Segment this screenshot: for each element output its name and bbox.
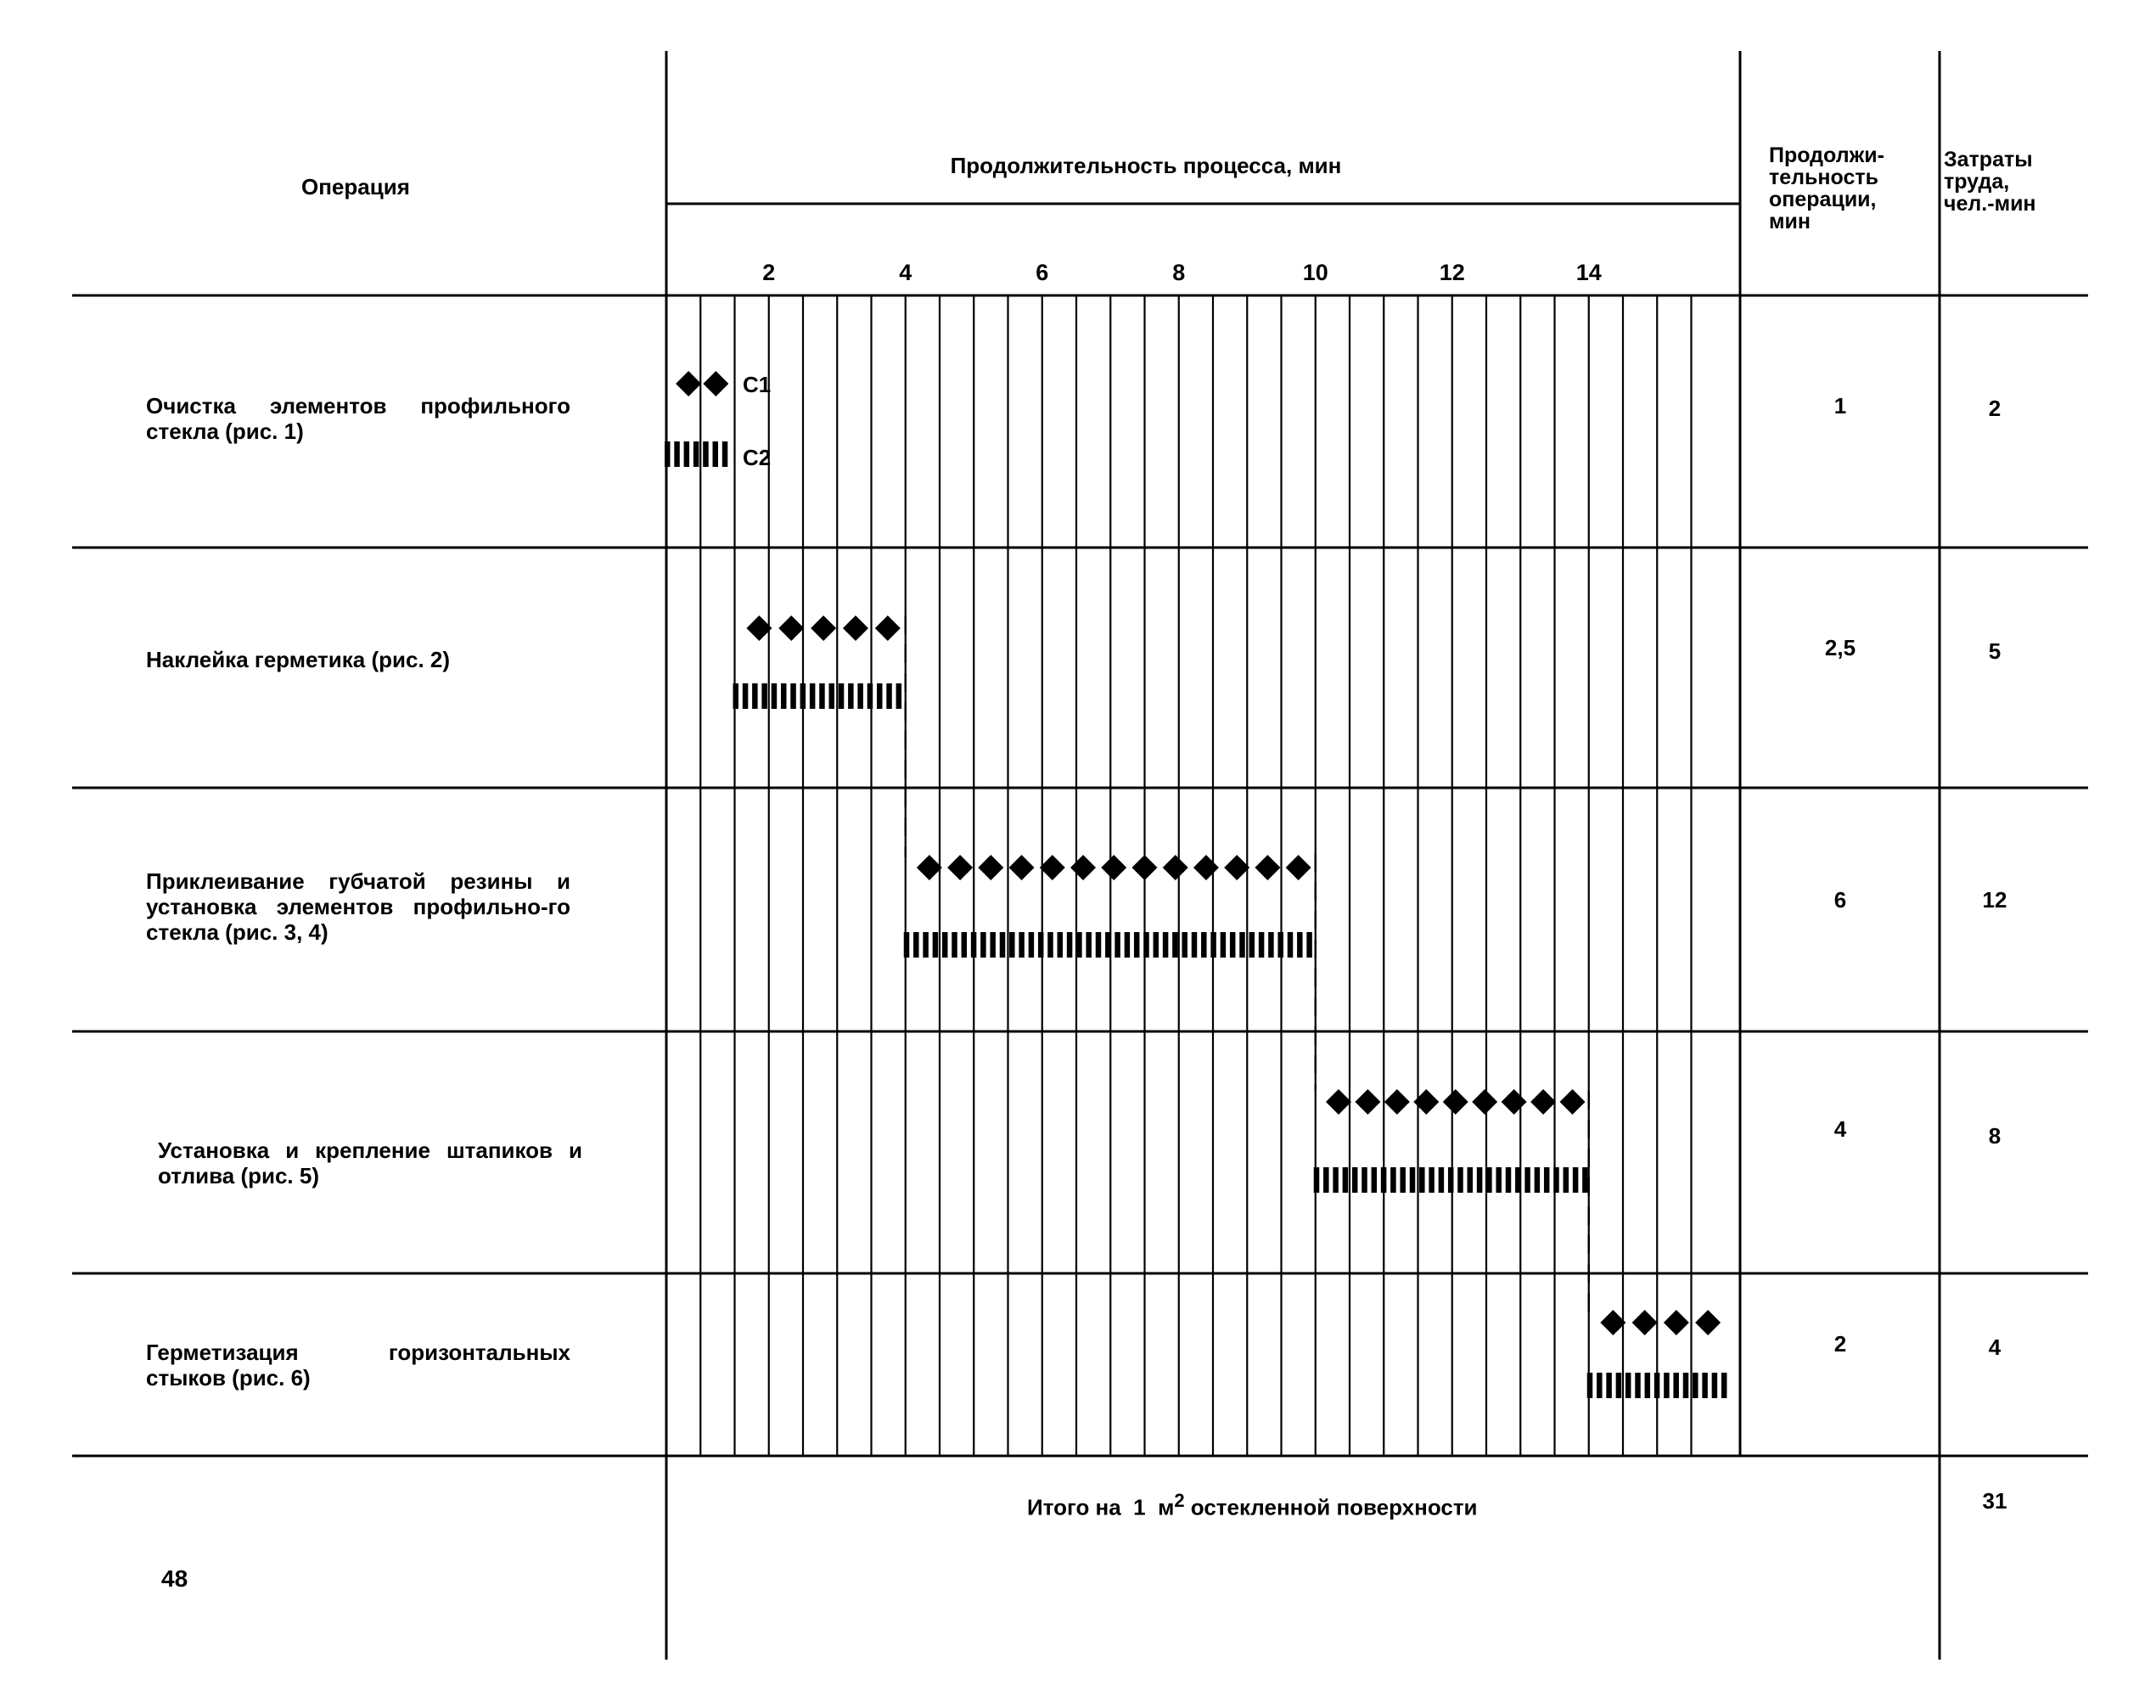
worker2-marker	[1721, 1373, 1727, 1398]
tick-label: 14	[1575, 260, 1602, 285]
worker2-marker	[848, 683, 854, 709]
worker2-marker	[1125, 932, 1131, 958]
header-labor: Затраты труда, чел.-мин	[1944, 148, 2036, 216]
worker1-marker	[1009, 855, 1035, 880]
worker2-marker	[1597, 1373, 1603, 1398]
worker2-marker	[867, 683, 873, 709]
worker2-marker	[1664, 1373, 1670, 1398]
worker1-marker	[1131, 855, 1157, 880]
labor-5: 4	[1988, 1334, 2002, 1360]
worker2-marker	[1221, 932, 1227, 958]
worker1-marker	[811, 615, 836, 641]
worker2-marker	[1210, 932, 1216, 958]
worker2-marker	[1182, 932, 1187, 958]
worker1-marker	[843, 615, 868, 641]
worker2-marker	[829, 683, 835, 709]
worker2-marker	[1524, 1167, 1530, 1193]
worker1-marker	[1286, 855, 1311, 880]
worker2-marker	[1506, 1167, 1512, 1193]
worker2-marker	[1029, 932, 1035, 958]
worker1-marker	[1472, 1089, 1497, 1115]
worker2-marker	[810, 683, 816, 709]
worker2-marker	[1535, 1167, 1541, 1193]
worker2-marker	[1038, 932, 1044, 958]
total-value: 31	[1982, 1488, 2007, 1514]
worker2-marker	[1105, 932, 1111, 958]
worker1-marker	[947, 855, 973, 880]
tick-label: 6	[1036, 260, 1049, 285]
duration-3: 6	[1833, 887, 1847, 913]
worker2-marker	[1683, 1373, 1689, 1398]
worker2-marker	[1343, 1167, 1349, 1193]
worker2-marker	[1439, 1167, 1445, 1193]
worker2-marker	[1553, 1167, 1559, 1193]
worker2-marker	[1163, 932, 1169, 958]
total-label	[1027, 1488, 1621, 1520]
worker2-marker	[1410, 1167, 1416, 1193]
worker2-marker	[1515, 1167, 1521, 1193]
worker2-marker	[1587, 1373, 1593, 1398]
worker2-marker	[1564, 1167, 1569, 1193]
worker2-marker	[1400, 1167, 1406, 1193]
labor-1: 2	[1988, 396, 2002, 421]
worker2-marker	[1381, 1167, 1387, 1193]
worker2-marker	[1143, 932, 1149, 958]
worker1-marker	[1326, 1089, 1351, 1115]
worker2-marker	[703, 441, 709, 467]
worker1-marker	[1070, 855, 1096, 880]
labor-2: 5	[1988, 638, 2002, 664]
worker1-marker	[1695, 1310, 1721, 1335]
labor-3: 12	[1982, 887, 2007, 913]
worker2-marker	[722, 441, 728, 467]
operation-3: Приклеивание губчатой резины и установка элементов профильно-го стекла (рис. 3, 4)	[146, 868, 570, 945]
worker2-marker	[971, 932, 977, 958]
worker2-marker	[800, 683, 806, 709]
worker2-marker	[1134, 932, 1140, 958]
worker2-marker	[1249, 932, 1255, 958]
worker2-marker	[1000, 932, 1006, 958]
worker1-marker	[1530, 1089, 1556, 1115]
worker2-marker	[1419, 1167, 1425, 1193]
worker2-marker	[1477, 1167, 1483, 1193]
worker2-marker	[896, 683, 902, 709]
worker2-marker	[913, 932, 919, 958]
worker2-marker	[1047, 932, 1053, 958]
worker2-marker	[952, 932, 957, 958]
worker2-marker	[1654, 1373, 1660, 1398]
labor-4: 8	[1988, 1123, 2002, 1149]
worker2-marker	[1192, 932, 1198, 958]
tick-label: 4	[899, 260, 912, 285]
operation-5: Герметизация горизонтальных стыков (рис. 6)	[146, 1340, 570, 1391]
worker1-marker	[1163, 855, 1188, 880]
duration-5: 2	[1833, 1331, 1847, 1357]
tick-label: 2	[762, 260, 776, 285]
worker2-marker	[1673, 1373, 1679, 1398]
operation-1: Очистка элементов профильного стекла (рис. 1)	[146, 393, 570, 444]
worker1-marker	[1355, 1089, 1380, 1115]
worker2-marker	[1201, 932, 1207, 958]
worker2-marker	[1645, 1373, 1651, 1398]
worker1-marker	[703, 371, 728, 396]
worker1-marker	[1632, 1310, 1658, 1335]
worker2-marker	[1712, 1373, 1718, 1398]
worker2-marker	[1076, 932, 1082, 958]
worker2-marker	[942, 932, 948, 958]
total-superscript: 2	[1174, 1490, 1185, 1511]
worker1-marker	[1502, 1089, 1527, 1115]
worker2-marker	[1468, 1167, 1474, 1193]
worker2-marker	[990, 932, 996, 958]
worker2-marker	[693, 441, 699, 467]
legend-worker1: С1	[743, 372, 772, 397]
worker2-marker	[980, 932, 986, 958]
worker2-marker	[1268, 932, 1274, 958]
worker1-marker	[676, 371, 701, 396]
worker2-marker	[1496, 1167, 1502, 1193]
worker1-marker	[1193, 855, 1219, 880]
worker2-marker	[743, 683, 749, 709]
worker1-marker	[1224, 855, 1249, 880]
worker2-marker	[1096, 932, 1102, 958]
tick-label: 8	[1172, 260, 1186, 285]
duration-1: 1	[1833, 393, 1847, 419]
worker2-marker	[1606, 1373, 1612, 1398]
worker2-marker	[781, 683, 787, 709]
worker2-marker	[1616, 1373, 1622, 1398]
worker2-marker	[1314, 1167, 1320, 1193]
worker2-marker	[1239, 932, 1245, 958]
worker2-marker	[1288, 932, 1294, 958]
worker2-marker	[713, 441, 719, 467]
worker2-marker	[877, 683, 883, 709]
duration-2: 2,5	[1824, 635, 1856, 660]
worker1-marker	[1040, 855, 1065, 880]
worker2-marker	[1333, 1167, 1339, 1193]
worker2-marker	[1573, 1167, 1579, 1193]
worker2-marker	[933, 932, 939, 958]
legend-worker2: С2	[743, 445, 772, 470]
worker2-marker	[1390, 1167, 1396, 1193]
worker2-marker	[1362, 1167, 1367, 1193]
worker2-marker	[1172, 932, 1178, 958]
worker2-marker	[1625, 1373, 1631, 1398]
worker1-marker	[1664, 1310, 1689, 1335]
worker1-marker	[1443, 1089, 1468, 1115]
worker2-marker	[1635, 1373, 1641, 1398]
worker2-marker	[1277, 932, 1283, 958]
worker2-marker	[923, 932, 929, 958]
header-process-duration: Продолжительность процесса, мин	[950, 153, 1342, 178]
worker2-marker	[1058, 932, 1064, 958]
worker1-marker	[1384, 1089, 1410, 1115]
worker2-marker	[1086, 932, 1092, 958]
worker2-marker	[674, 441, 680, 467]
worker2-marker	[733, 683, 739, 709]
worker2-marker	[1323, 1167, 1329, 1193]
worker2-marker	[1019, 932, 1025, 958]
worker2-marker	[1486, 1167, 1492, 1193]
worker2-marker	[857, 683, 863, 709]
worker2-marker	[839, 683, 845, 709]
worker1-marker	[917, 855, 942, 880]
worker2-marker	[752, 683, 758, 709]
operation-2: Наклейка герметика (рис. 2)	[146, 647, 451, 672]
worker1-marker	[778, 615, 804, 641]
worker1-marker	[1101, 855, 1126, 880]
worker2-marker	[790, 683, 796, 709]
tick-label: 10	[1302, 260, 1328, 285]
worker2-marker	[1154, 932, 1159, 958]
worker1-marker	[1600, 1310, 1625, 1335]
operation-4: Установка и крепление штапиков и отлива (рис. 5)	[158, 1138, 582, 1188]
worker2-marker	[886, 683, 892, 709]
header-operation-duration: Продолжи- тельность операции, мин	[1769, 143, 1884, 233]
header-operation: Операция	[301, 174, 410, 199]
duration-4: 4	[1833, 1116, 1847, 1142]
worker1-marker	[1255, 855, 1280, 880]
worker2-marker	[819, 683, 825, 709]
page-number: 48	[161, 1565, 188, 1592]
worker2-marker	[1067, 932, 1073, 958]
worker2-marker	[1259, 932, 1265, 958]
worker2-marker	[962, 932, 968, 958]
worker2-marker	[665, 441, 671, 467]
worker2-marker	[1457, 1167, 1463, 1193]
worker2-marker	[904, 932, 910, 958]
worker2-marker	[761, 683, 767, 709]
worker2-marker	[1582, 1167, 1588, 1193]
worker2-marker	[1352, 1167, 1358, 1193]
total-label-before: Итого на 1 м	[1027, 1494, 1175, 1520]
worker2-marker	[772, 683, 778, 709]
worker2-marker	[1372, 1167, 1378, 1193]
worker2-marker	[1429, 1167, 1435, 1193]
worker2-marker	[684, 441, 690, 467]
tick-label: 12	[1439, 260, 1465, 285]
worker2-marker	[1702, 1373, 1708, 1398]
worker2-marker	[1448, 1167, 1454, 1193]
worker1-marker	[978, 855, 1003, 880]
worker2-marker	[1297, 932, 1303, 958]
worker2-marker	[1114, 932, 1120, 958]
total-label-after: остекленной поверхности	[1184, 1494, 1478, 1520]
worker1-marker	[1560, 1089, 1586, 1115]
worker2-marker	[1306, 932, 1312, 958]
worker2-marker	[1230, 932, 1236, 958]
worker2-marker	[1009, 932, 1015, 958]
worker1-marker	[875, 615, 901, 641]
worker2-marker	[1693, 1373, 1698, 1398]
worker2-marker	[1544, 1167, 1550, 1193]
